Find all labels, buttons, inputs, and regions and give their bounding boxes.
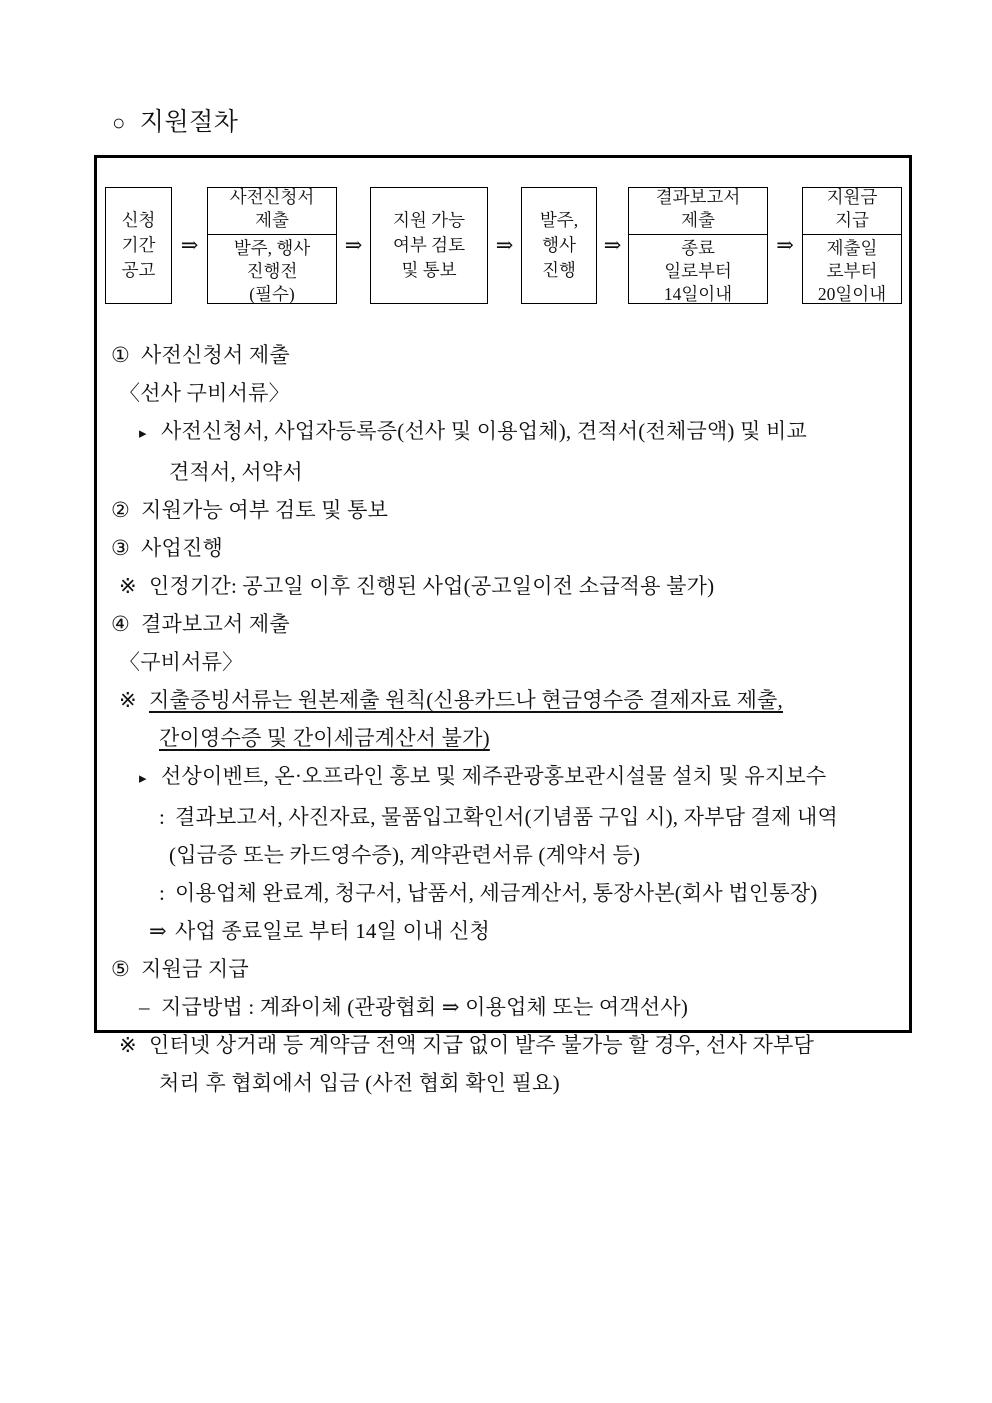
list-item-5 bbox=[111, 950, 901, 988]
required-documents-2-line-4 bbox=[111, 874, 901, 912]
flow-arrow-icon: ⇒ bbox=[180, 233, 199, 257]
required-documents-line-2: 견적서, 서약서 bbox=[169, 460, 303, 484]
flow-step-header bbox=[803, 183, 901, 235]
flow-step-line: 종료 bbox=[681, 237, 715, 258]
required-documents-2-line-1 bbox=[111, 757, 901, 798]
item-text-1: 사전신청서 제출 bbox=[141, 343, 290, 367]
item-text-3: 사업진행 bbox=[141, 536, 223, 560]
flow-arrow-icon: ⇒ bbox=[495, 233, 514, 257]
required-documents-2-text-2: 결과보고서, 사진자료, 물품입고확인서(기념품 구입 시), 자부담 결제 내역 bbox=[175, 805, 838, 829]
deadline-text: 사업 종료일로 부터 14일 이내 신청 bbox=[175, 919, 490, 943]
page-title bbox=[112, 107, 238, 139]
note-text-3: 인정기간: 공고일 이후 진행된 사업(공고일이전 소급적용 불가) bbox=[149, 574, 715, 598]
item-marker-1: ① bbox=[111, 343, 131, 367]
flow-step-line: 제출 bbox=[681, 209, 715, 230]
colon-marker: : bbox=[159, 805, 166, 829]
note-text-5-line-1: 인터넷 상거래 등 계약금 전액 지급 없이 발주 불가능 할 경우, 선사 자부담 bbox=[149, 1033, 814, 1057]
flow-step-detail bbox=[208, 235, 336, 309]
list-item-3 bbox=[111, 529, 901, 567]
flow-step-line: 여부 검토 bbox=[393, 235, 465, 255]
procedure-details bbox=[111, 336, 901, 1102]
payment-method-text: 지급방법 : 계좌이체 (관광협회 ⇒ 이용업체 또는 여객선사) bbox=[161, 995, 689, 1019]
note-item-3 bbox=[111, 567, 901, 605]
required-documents-heading-1: 〈선사 구비서류〉 bbox=[119, 381, 290, 405]
content-frame bbox=[94, 155, 912, 1095]
deadline-note bbox=[111, 912, 901, 950]
flow-step-application-period-notice bbox=[105, 187, 172, 304]
item-marker-3: ③ bbox=[111, 536, 131, 560]
flow-step-line: 사전신청서 bbox=[229, 186, 315, 207]
flow-arrow-icon: ⇒ bbox=[344, 233, 363, 257]
required-documents-2-line-2 bbox=[111, 798, 901, 836]
flow-step-line: 기간 bbox=[121, 235, 156, 255]
flow-step-order-event-execution bbox=[521, 187, 597, 304]
flow-step-line: 진행전 bbox=[246, 260, 298, 281]
list-item-1 bbox=[111, 336, 901, 374]
reference-mark-icon: ※ bbox=[119, 688, 137, 712]
flow-step-line: 지원금 bbox=[826, 186, 878, 207]
flow-step-header bbox=[629, 183, 767, 235]
double-arrow-icon: ⇒ bbox=[149, 919, 167, 943]
flow-step-line: 발주, bbox=[539, 210, 579, 230]
flow-step-line: 제출일 bbox=[826, 237, 878, 258]
flow-arrow-icon: ⇒ bbox=[776, 233, 794, 257]
flow-step-line: 제출 bbox=[255, 209, 289, 230]
triangle-bullet-icon: ▸ bbox=[139, 771, 147, 787]
required-documents-2-text-1: 선상이벤트, 온·오프라인 홍보 및 제주관광홍보관시설물 설치 및 유지보수 bbox=[161, 764, 827, 788]
required-documents-text-1: 사전신청서, 사업자등록증(선사 및 이용업체), 견적서(전체금액) 및 비교 bbox=[161, 419, 807, 443]
dash-marker: – bbox=[139, 995, 150, 1019]
flow-step-result-report-submit bbox=[628, 187, 768, 304]
flow-step-line: 및 통보 bbox=[401, 260, 457, 280]
required-documents-heading-2: 〈구비서류〉 bbox=[119, 650, 244, 674]
flow-step-line: 행사 bbox=[542, 235, 576, 255]
payment-method-line bbox=[111, 988, 901, 1026]
flow-step-line: 진행 bbox=[542, 260, 576, 280]
flow-step-eligibility-review-notice bbox=[370, 187, 488, 304]
flow-step-pre-application-submit bbox=[207, 187, 337, 304]
flow-step-line: 신청 bbox=[121, 210, 156, 230]
item-marker-2: ② bbox=[111, 498, 131, 522]
note-item-4-line-1 bbox=[111, 681, 901, 719]
item-marker-4: ④ bbox=[111, 612, 131, 636]
reference-mark-icon: ※ bbox=[119, 1033, 137, 1057]
required-documents-2-line-3: (입금증 또는 카드영수증), 계약관련서류 (계약서 등) bbox=[169, 843, 641, 867]
support-process-flowchart bbox=[105, 183, 905, 308]
flow-step-line: 14일이내 bbox=[663, 283, 733, 304]
required-documents-2-text-4: 이용업체 완료계, 청구서, 납품서, 세금계산서, 통장사본(회사 법인통장) bbox=[175, 881, 818, 905]
note-text-4-line-2: 간이영수증 및 간이세금계산서 불가) bbox=[159, 726, 490, 750]
note-item-5-line-1 bbox=[111, 1026, 901, 1064]
item-text-5: 지원금 지급 bbox=[141, 957, 249, 981]
flow-step-line: (필수) bbox=[249, 283, 295, 304]
flow-step-line: 일로부터 bbox=[664, 260, 732, 281]
page-title-text: 지원절차 bbox=[139, 109, 239, 136]
flow-step-line: 20일이내 bbox=[817, 283, 887, 304]
note-item-4-line-2 bbox=[111, 719, 901, 757]
list-item-4 bbox=[111, 605, 901, 643]
flow-step-line: 지원 가능 bbox=[393, 210, 465, 230]
triangle-bullet-icon: ▸ bbox=[139, 426, 147, 442]
flow-step-line: 지급 bbox=[835, 209, 869, 230]
flow-step-subsidy-payment bbox=[802, 187, 902, 304]
flow-step-line: 결과보고서 bbox=[655, 186, 741, 207]
colon-marker: : bbox=[159, 881, 166, 905]
flow-step-header bbox=[208, 183, 336, 235]
flow-step-detail bbox=[803, 235, 901, 309]
item-text-4: 결과보고서 제출 bbox=[141, 612, 290, 636]
flow-step-line: 발주, 행사 bbox=[233, 237, 311, 258]
flow-step-line: 로부터 bbox=[826, 260, 878, 281]
note-text-4-line-1: 지출증빙서류는 원본제출 원칙(신용카드나 현금영수증 결제자료 제출, bbox=[149, 688, 783, 712]
circle-bullet-icon: ○ bbox=[112, 110, 126, 135]
item-text-2: 지원가능 여부 검토 및 통보 bbox=[141, 498, 389, 522]
note-item-5-line-2: 처리 후 협회에서 입금 (사전 협회 확인 필요) bbox=[159, 1071, 560, 1095]
item-marker-5: ⑤ bbox=[111, 957, 131, 981]
flow-arrow-icon: ⇒ bbox=[603, 233, 622, 257]
required-documents-line-1 bbox=[111, 412, 901, 453]
flow-step-detail bbox=[629, 235, 767, 309]
reference-mark-icon: ※ bbox=[119, 574, 137, 598]
list-item-2 bbox=[111, 491, 901, 529]
flow-step-line: 공고 bbox=[121, 260, 156, 280]
